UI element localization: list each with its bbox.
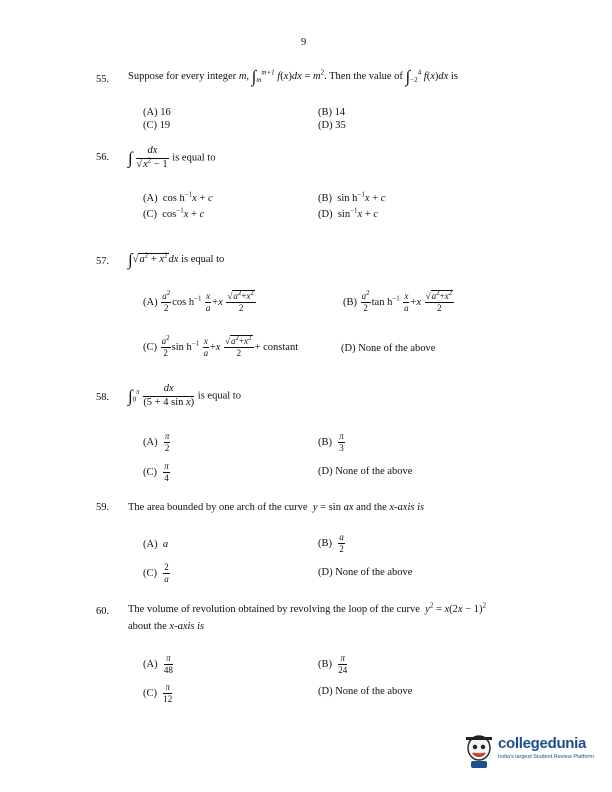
question-stem-line2: about the x-axis is	[128, 621, 205, 632]
question-number: 59.	[96, 502, 110, 513]
option-a: (A) $\frac{a^2}{2}$ $\cos h^{-1}$ $\frac{x}{a}$ +x $\frac{√a^2+x^2}{2}$	[143, 289, 254, 313]
option-a: (A) $\cos h^{-1}x + c$	[143, 190, 213, 204]
option-d: (D) None of the above	[318, 686, 413, 697]
option-a: (A) a	[143, 539, 169, 550]
option-a: (A) $\frac{\pi}{2}$	[143, 431, 170, 453]
option-b: (B) $\sin h^{-1}x + c$	[318, 190, 386, 204]
option-c: (C) 19	[143, 120, 171, 131]
question-stem: Suppose for every integer m, $\int_m^{m+1}$ $f(x)dx = m^2$. Then the value of $\int_{-2}^4$ f(x)dx is	[128, 67, 458, 86]
mascot-icon	[462, 730, 496, 770]
option-c: (C) $\frac{\pi}{12}$	[143, 682, 173, 704]
option-b: (B) $\frac{a^2}{2}$ $\tan h^{-1}$ $\frac{x}{a}$ +x $\frac{√a^2+x^2}{2}$	[343, 289, 453, 313]
question-stem: $\int√a^2 + x^2dx$ is equal to	[128, 250, 225, 269]
question-stem: The area bounded by one arch of the curve y = sin ax and the x-axis is	[128, 502, 425, 513]
question-number: 60.	[96, 606, 110, 617]
option-d: (D) None of the above	[341, 343, 436, 354]
option-c: (C) $\frac{a^2}{2}$ $\sin h^{-1}$ $\frac{x}{a}$ +x $\frac{√a^2+x^2}{2}$ + constant	[143, 334, 299, 358]
brand-tagline: India's largest Student Review Platform	[498, 754, 594, 760]
option-c: (C) $\cos^{-1}x + c$	[143, 206, 205, 220]
option-a: (A) $\frac{\pi}{48}$	[143, 653, 173, 675]
question-number: 58.	[96, 392, 110, 403]
question-number: 55.	[96, 74, 110, 85]
option-b: (B) $\frac{a}{2}$	[318, 532, 344, 554]
option-b: (B) $\frac{\pi}{24}$	[318, 653, 348, 675]
option-c: (C) $\frac{2}{a}$	[143, 562, 169, 584]
question-stem: The volume of revolution obtained by revolving the loop of the curve $y^2 = x(2x - 1)^2$	[128, 601, 486, 615]
option-b: (B) 14	[318, 107, 346, 118]
option-c: (C) $\frac{\pi}{4}$	[143, 461, 169, 483]
option-d: (D) 35	[318, 120, 346, 131]
option-b: (B) $\frac{\pi}{3}$	[318, 431, 344, 453]
question-stem: ∫ $\frac{dx}{√x^2 - 1}$ is equal to	[128, 145, 216, 170]
question-stem: $\int_0^\pi$ $\frac{dx}{\text{(5 + 4 sin x)}}$ is equal to	[128, 383, 241, 408]
option-d: (D) None of the above	[318, 466, 413, 477]
brand-logo[interactable]	[462, 730, 602, 774]
brand-name: collegedunia	[498, 735, 587, 752]
option-a: (A) 16	[143, 107, 171, 118]
page-number: 9	[301, 37, 307, 48]
question-number: 56.	[96, 152, 110, 163]
option-d: (D) $\sin^{-1}x + c$	[318, 206, 379, 220]
option-d: (D) None of the above	[318, 567, 413, 578]
question-number: 57.	[96, 256, 110, 267]
